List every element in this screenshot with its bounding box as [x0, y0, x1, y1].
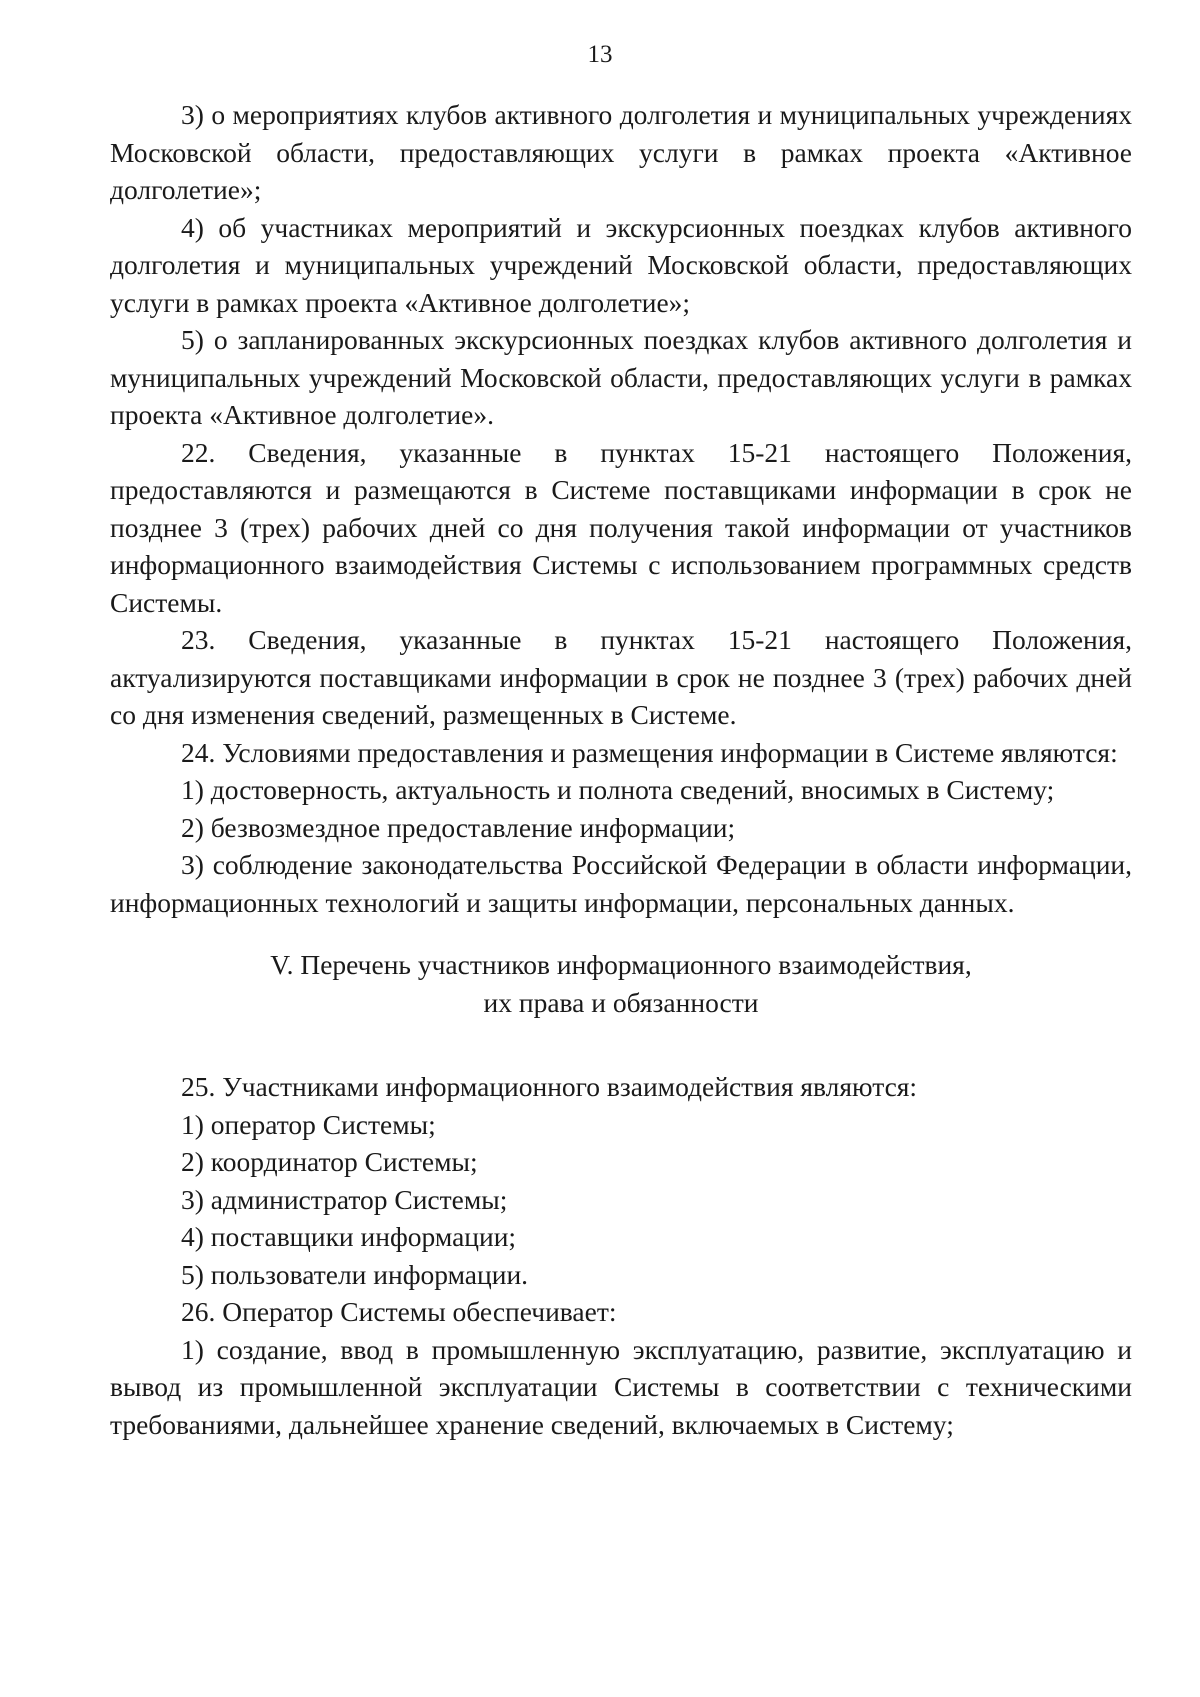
section-heading-line-1: V. Перечень участников информационного взаимодействия, [270, 949, 972, 980]
list-item: 1) оператор Системы; [181, 1108, 436, 1140]
clause-23: 23. Сведения, указанные в пунктах 15-21 настоящего Положения, актуализируются поставщиками информации в срок не позднее 3 (трех) рабочих дней со дня изменения сведений, размещенных в Системе. [110, 624, 1132, 730]
list-item: 1) создание, ввод в промышленную эксплуатацию, развитие, эксплуатацию и вывод из промышленной эксплуатации Системы в соответствии с техническими требованиями, дальнейшее хранение сведений, включаемых в Систему; [110, 1333, 1132, 1440]
list-item: 5) о запланированных экскурсионных поездках клубов активного долголетия и муниципальных учреждений Московской области, предоставляющих услуги в рамках проекта «Активное долголетие». [110, 324, 1132, 430]
clause-22: 22. Сведения, указанные в пунктах 15-21 настоящего Положения, предоставляются и размещаются в Системе поставщиками информации в срок не позднее 3 (трех) рабочих дней со дня получения такой информации от участников информационного взаимодействия Системы с использованием программных средств Системы. [110, 436, 1132, 618]
list-item: 3) соблюдение законодательства Российской Федерации в области информации, информационных технологий и защиты информации, персональных данных. [110, 849, 1132, 918]
list-item: 4) об участниках мероприятий и экскурсионных поездках клубов активного долголетия и муниципальных учреждений Московской области, предоставляющих услуги в рамках проекта «Активное долголетие»; [110, 211, 1132, 318]
page-number: 13 [587, 41, 613, 68]
section-heading [110, 946, 1132, 1021]
document-body [110, 96, 1132, 1443]
list-item: 2) координатор Системы; [181, 1146, 478, 1177]
list-item: 1) достоверность, актуальность и полнота сведений, вносимых в Систему; [181, 774, 1055, 805]
list-item: 2) безвозмездное предоставление информации; [181, 811, 736, 843]
list-item: 3) администратор Системы; [181, 1183, 508, 1215]
list-item: 3) о мероприятиях клубов активного долголетия и муниципальных учреждениях Московской области, предоставляющих услуги в рамках проекта «Активное долголетие»; [110, 99, 1132, 205]
section-heading-line-2: их права и обязанности [483, 986, 759, 1018]
clause-24: 24. Условиями предоставления и размещения информации в Системе являются: [181, 736, 1118, 768]
list-item: 5) пользователи информации. [181, 1258, 529, 1290]
clause-26: 26. Оператор Системы обеспечивает: [181, 1296, 617, 1327]
list-item: 4) поставщики информации; [181, 1221, 517, 1252]
clause-25: 25. Участниками информационного взаимодействия являются: [181, 1071, 918, 1102]
